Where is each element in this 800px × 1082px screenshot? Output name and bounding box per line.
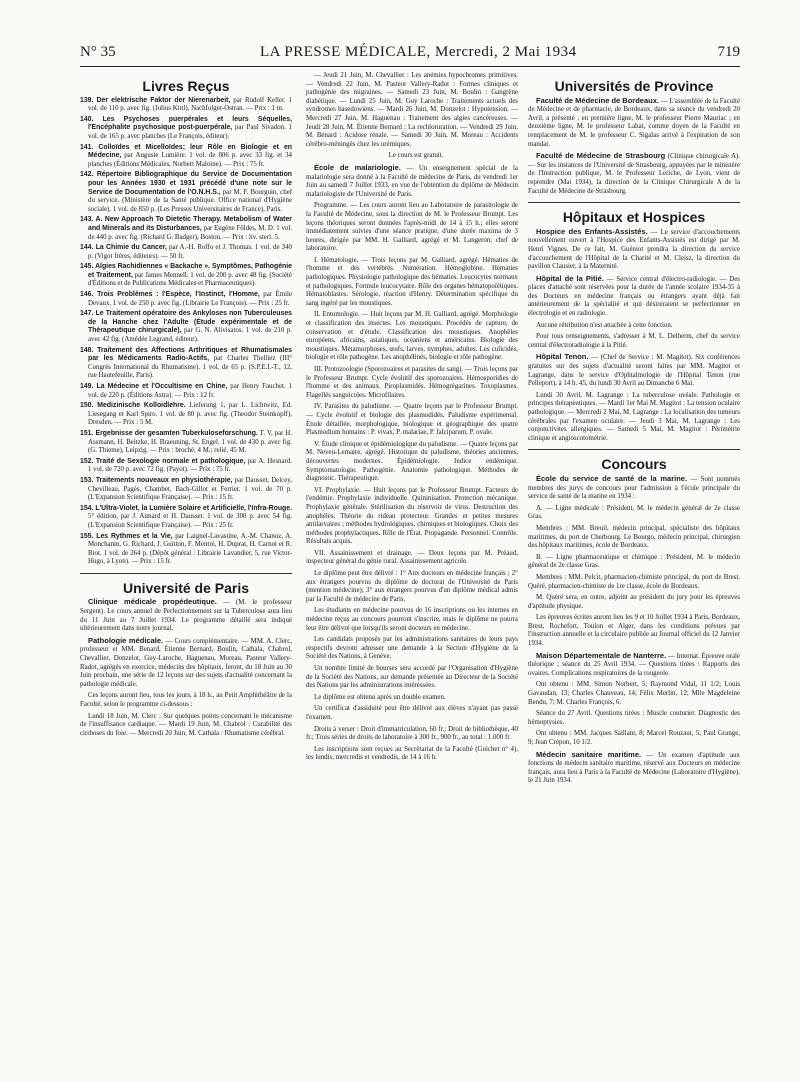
column-middle — [306, 72, 518, 766]
paragraph: Les inscriptions sont reçues au Secrétariat de la Faculté (Guichet n° 4), les lundis, mercredis et vendredis, de 14 à 16 h. — [306, 745, 518, 762]
paragraph: Un nombre limité de bourses sera accordé par l'Organisation d'Hygiène de la Société des Nations, sur demande présentée au Directeur de la Société des Nations par les administrations intéressées. — [306, 665, 518, 690]
book-entry: 140. Les Psychoses puerpérales et leurs Séquelles, l'Encéphalite psychosique post-puerpérale, par Paul Sivadon. 1 vol. de 165 p. avec planches (Le François, éditeur). — [80, 115, 292, 140]
paragraph: Les étudiants en médecine pourvus de 16 inscriptions ou les internes en médecine reçus au concours pourront s'inscrire, mais le diplôme ne pourra leur être délivré que lorsqu'ils seront docteurs en médecine. — [306, 607, 518, 632]
bordeaux-paragraph: Faculté de Médecine de Bordeaux. — L'assemblée de la Faculté de Médecine et de pharmacie, de Bordeaux, dans sa séance du vendredi 20 Avril, a présenté : en première ligne, M. le professeur Pierre Mauriac ; en deuxième ligne, M. le professeur Lahat, comme doyen de la Faculté en remplacement de M. le professeur C. Sigalas arrivé à l'expiration de son mandat. — [528, 95, 741, 148]
tenon-paragraph: Hôpital Tenon. — (Chef de Service : M. Magitot). Six conférences gratuites sur des sujets d'actualité seront faites par MM. Magitot et Lagrange, dans le service d'Ophtalmologie de l'Hôpital Tenon (rue Pelleport), à 14 h. 45, du lundi 30 Avril au Dimanche 6 Mai. — [528, 352, 740, 388]
paragraph: M. Quéré sera, en outre, adjoint au président du jury pour les épreuves d'aptitude physique. — [528, 594, 740, 610]
paragraph: Le diplôme est obtenu après un double examen. — [314, 693, 446, 701]
marine-paragraph: École du service de santé de la marine. — Sont nommés membres des jurys de concours pour l'admission à l'école principale du service de santé de la marine en 1934 : — [528, 473, 740, 501]
divider — [80, 573, 292, 574]
patho-paragraph-3: Lundi 18 Juin, M. Clerc : Sur quelques points concernant le mécanisme de l'insuffisance cardiaque. — Mardi 19 Juin, M. Chabrol : Curabilité des cirrhoses du foie. — Mercredi 20 Juin, M. Cathala : Rhumatisme cérébral. — [80, 712, 292, 737]
book-entry: 139. Der elektrische Faktor der Nierenarbeit, par Rudolf Keller. 1 vol. de 110 p. avec fig. (Julius Kittl), Nachfolger-Ostran. — Prix : 1 m. — [80, 96, 292, 113]
book-entry: 145. Algies Rachidiennes « Backache ». Symptômes, Pathogénie et Traitement, par James Mennell. 1 vol. de 200 p. avec 48 fig. (Société d'Éditions et de Publications Médicales et Pharmaceutiques). — [80, 263, 292, 288]
paragraph: IV. Parasites du paludisme. — Quatre leçons par le Professeur Brumpt. — Cycle évolutif et biologie des plasmodidés. Paludisme expérimental. Étude détaillée, morphologique, biologique et géographique des quatre Plasmodium humains : P. vivax, P. malariae, P. falciparum, P. ovale. — [306, 403, 518, 437]
book-entry: 144. La Chimie du Cancer, par A.-H. Roffo et J. Thomas. 1 vol. de 340 p. (Vigot frères, éditeurs). — 50 fr. — [80, 244, 292, 260]
paragraph: VI. Prophylaxie. — Huit leçons par le Professeur Brumpt. Facteurs de l'endémie. Prophylaxie individuelle. Quininisation. Protection mécanique. Prophylaxie générale. Stérilisation du réservoir de virus. Destruction des anophèles. Théorie du rideau protecteur. Grandes et petites mesures antilarvaires ; méthodes hydrologiques, chimiques et biologiques. Choix des méthodes prophylactiques. Rôle de l'État. Propagande. Personnel. Contrôle. Résultats acquis. — [306, 486, 518, 546]
paragraph: Les candidats proposés par les administrations sanitaires de leurs pays respectifs devront adresser une demande à la Section d'Hygiène de la Société des Nations, à Genève. — [306, 636, 518, 661]
book-list — [80, 97, 292, 567]
journal-title: LA PRESSE MÉDICALE, Mercredi, 2 Mai 1934 — [260, 44, 577, 60]
sanitaire-paragraph: Médecin sanitaire maritime. — Un examen d'aptitude aux fonctions de médecin sanitaire maritime, réservé aux Docteurs en médecine français, aura lieu à Paris à la Faculté de Médecine (Laboratoire d'Hygiène), le 21 Juin 1934. — [528, 749, 741, 785]
section-title-concours: Concours — [601, 456, 667, 473]
book-entry: 153. Traitements nouveaux en physiothérapie, par Dausset, Delcey, Chevilleau, Pagès, Chambet, Bach-Gillot et Ferrier. 1 vol. de 70 p. (L'Expansion Scientifique Française). — Prix : 15 fr. — [80, 476, 292, 502]
book-entry: 146. Trois Problèmes : l'Espèce, l'Instinct, l'Homme, par Émile Devaux. 1 vol. de 250 p. avec fig. (Librairie Le François). — Prix : 25 fr. — [80, 291, 293, 307]
paragraph: Membres : MM. Pelcit, pharmacien-chimiste principal, du port de Brest. Quéré, pharmacien-chimiste de 1re classe, école de Bordeaux. — [528, 573, 740, 590]
book-entry: 150. Medizinische Kolloidlehre. Lieferung 1, par L. Lichtwitz, Ed. Liesegang et Karl Spiro. 1 vol. de 80 p. avec fig. (Theodor Steinkopff), Dresden. — Prix : 5 M. — [80, 402, 293, 427]
paragraph: Un certificat d'assiduité peut être délivré aux élèves n'ayant pas passé l'examen. — [306, 705, 518, 721]
paragraph: — Jeudi 21 Juin, M. Chevallier : Les anémies hypochromes primitives. — Vendredi 22 Juin, M. Pasteur Vallery-Radot : Formes cliniques et pathogénie des migraines. — Samedi 23 Juin, M. Boulin : Gangrène diabétique. — Lundi 25 Juin, M. Guy Laroche : Traitements actuels des syndromes basedowiens. — Mardi 26 Juin, M. Donzelot : Hypotension. — Mercredi 27 Juin, M. Haguenau : Traitement des algies cancéreuses. — Jeudi 28 Juin, M. Étienne Bernard : La rechloruration. — Vendredi 29 Juin, M. Bénard : Acidose rénale. — Samedi 30 Juin, M. Moreau : Accidents cérébro-méningés chez les urémiques. — [306, 72, 518, 148]
book-entry: 142. Répertoire Bibliographique du Service de Documentation pour les Années 1930 et 1931 précédé d'une note sur le Service de Documentation de l'O.N.H.S., par M. F. Bourguin, chef du service. (Ministère de la Santé publique. Office national d'Hygiène sociale). 1 vol. de 850 p. (Les Presses Universitaires de France), Paris. — [80, 171, 292, 213]
paragraph: Programme. — Les cours auront lieu au Laboratoire de parasitologie de la Faculté de Médecine, sous la direction de M. le Professeur Brumpt. Les leçons théoriques seront données l'après-midi de 14 à 15 h.; elles seront immédiatement suivies d'une séance pratique, d'une durée maxima de 3 heures, dirigée par MM. H. Galliard, agrégé et M. Langeron, chef de laboratoire. — [306, 202, 518, 253]
book-entry: 147. Le Traitement opératoire des Ankyloses non Tuberculeuses de la Hanche chez l'Adulte (Étude expérimentale et de Thérapeutique chirurgicale), par G. N. Alivisatos. 1 vol. de 210 p. avec 42 fig. (Amédée Legrand, éditeur). — [80, 310, 292, 344]
divider — [528, 449, 740, 450]
paragraph: B. — Ligne pharmaceutique et chimique : Président, M. le médecin général de 2e classe Gras. — [528, 553, 740, 570]
nanterre-paragraph: Maison Départementale de Nanterre. — Internat. Épreuve orale théorique ; séance du 25 Avril 1934. — Questions tirées : Rapports des ovaires. Complications respiratoires de la rougeole. — [528, 650, 740, 677]
patho-paragraph: Pathologie médicale. — Cours complémentaire. — MM. A. Clerc, professeur et MM. Benard, Étienne Bernard, Boulin, Cathala, Chabrol, Chevallier, Donzelot, Guy-Laroche, Haguenau, Moreau, Pasteur Vallery-Radot, agrégés en exercice, médecins des hôpitaux, feront, du 18 Juin au 30 Juin prochain, une série de 12 leçons sur des sujets d'actualité concernant la pathologie médicale. — [80, 635, 292, 688]
paragraph: Aucune rétribution n'est attachée à cette fonction. — [536, 321, 673, 329]
book-entry: 141. Colloïdes et Micelloïdes; leur Rôle en Biologie et en Médecine, par Auguste Lumière. 1 vol. de 806 p. avec 33 fig. et 34 planches (Éditions Médicales, Norbert Maloine). — Prix : 75 fr. — [80, 143, 292, 168]
paragraph: Séance du 27 Avril. Questions tirées : Muscle couturier. Diagnostic des hémoptysies. — [528, 710, 740, 726]
paragraph: Droits à verser : Droit d'immatriculation, 60 fr.; Droit de bibliothèque, 40 fr.; Trois séries de droits de laboratoire à 300 fr., 900 fr., au total : 1.000 fr. — [306, 725, 518, 742]
paragraph: III. Protozoologie (Sporozoaires et parasites du sang). — Trois leçons par le Professeur Brumpt. Cycle évolutif des sporozoaires. Hémosporidies de l'homme et des animaux. Piroplasmidés. Hémogrégarines. Toxoplasmes. Flagellés sanguicoles. Microfilaires. — [306, 366, 518, 399]
book-entry: 151. Ergebnisse der gesamten Tuberkuloseforschung. T. V, par H. Assmann, H. Beitzke, H. Braeuning, St. Engel. 1 vol. de 430 p. avec fig. (G. Thieme), Leipzig. — Prix : broché, 4 M.; relié, 45 M. — [80, 429, 293, 455]
paragraph: Ont obtenu : MM. Jacques Saillant, 8; Marcel Rouzaut, 5; Paul Grange, 9; Jean Crépon, 10 1/2. — [528, 730, 740, 746]
page-number: 719 — [717, 44, 740, 60]
paragraph: Ont obtenu : MM. Simon Norbert, 5; Raymond Vidal, 11 1/2; Louis Gavaudan, 13; Charles Chauveau, 14; Félix Merlin, 12; Mlle Magdeleine Bendu, 7; M. Charles François, 6. — [528, 681, 740, 706]
book-entry: 148. Traitement des Affections Arthritiques et Rhumatismales par les Médicaments Radio-Actifs, par Charles Thelliez (III° Congrès International du Rhumatisme). 1 vol. de 65 p. (S.P.E.I.-T., 12, rue Hautefeuille, Paris). — [80, 346, 292, 380]
book-entry: 155. Les Rythmes et la Vie, par Laignel-Lavastine, A.-M. Chanoz, A. Monchanin, G. Richard, J. Guitton, F. Mentré, H. Duprat, H. Carnot et R. Biot. 1 vol. de 264 p. (Dépôt général : Librairie Lavandier, 5, rue Victor-Hugo, à Lyon). — Prix : 15 fr. — [80, 532, 292, 566]
clinique-paragraph: Clinique médicale propédeutique. — (M. le professeur Sergent). Le cours annuel de Perfectionnement sur la Tuberculose aura lieu du 11 Juin au 7 Juillet 1934. Le programme détaillé sera indiqué ultérieurement dans notre journal. — [80, 597, 292, 633]
strasbourg-paragraph: Faculté de Médecine de Strasbourg (Clinique chirurgicale A). — Sur les instances de l'Université de Strasbourg, appuyées par le ministère de l'Instruction publique, M. le Professeur Leriche, de Lyon, vient de reprendre (Mai 1934), la direction de la Clinique Chirurgicale A de la Faculté de Médecine de Strasbourg. — [528, 151, 741, 195]
paragraph: Le cours est gratuit. — [388, 152, 444, 160]
book-entry: 152. Traité de Sexologie normale et pathologique, par A. Hesnard. 1 vol. de 720 p. avec 72 fig. (Payot). — Prix : 75 fr. — [80, 457, 292, 474]
issue-number: N° 35 — [80, 44, 116, 60]
paragraph: I. Hématologie. — Trois leçons par M. Galliard, agrégé. Hématies de l'homme et des vertébrés. Numération. Hémoglobine. Hématies pathologiques. Physiologie pathologique des hématies. Leucocytes normaux et pathologiques. Formule leucocytaire. Rôle des organes hématopoïétiques. Hématoblastes. Sérologie, réaction d'Henry. Détermination spécifique du sang ingéré par les moustiques. — [306, 256, 518, 307]
patho-paragraph-2: Ces leçons auront lieu, tous les jours, à 18 h., au Petit Amphithéâtre de la Faculté, selon le programme ci-dessous : — [80, 692, 292, 708]
paragraph: Lundi 30 Avril, M. Lagrange : La tuberculose uvéale. Pathologie et principes thérapeutiques. — Mardi 1er Mai M. Magitot : La tension oculaire pathologique. — Mercredi 2 Mai, M. Lagrange : La localisation des tumeurs cérébrales par l'examen oculaire. — Jeudi 3 Mai, M. Lagrange : Les conjonctivites allergiques. — Samedi 5 Mai, M. Magitot : Périmétrie clinique et angioscotométrie. — [528, 391, 740, 442]
page-header — [80, 40, 740, 67]
pitie-paragraph: Hôpital de la Pitié. — Service central d'électro-radiologie. — Des places d'attaché sont réservées pour la durée de l'année scolaire 1934-35 à des Docteurs en médecine français ou étrangers ayant déjà fait antérieurement de la spécialité et qui désireraient se perfectionner en électrologie et en radiologie. — [528, 273, 740, 318]
paragraph: A. — Ligne médicale : Président, M. le médecin général de 2e classe Gras. — [528, 504, 740, 521]
paragraph: Membres : MM. Breuil, médecin principal, spécialiste des hôpitaux maritimes, du port de Cherbourg. Le Bourgo, médecin principal, chirurgien des hôpitaux maritimes, école de Bordeaux. — [528, 524, 740, 550]
column-right — [528, 72, 740, 789]
section-title-univ-paris: Université de Paris — [122, 579, 250, 596]
paragraph: II. Entomologie. — Huit leçons par M. H. Galliard, agrégé. Morphologie et classification des insectes. Les moustiques. Procédés de capture, de conservation et d'étude. Classification des moustiques. Anophèles européens, africains, asiatiques, océaniens et américains. Biologie des moustiques. Métamorphoses, œufs, larves, nymphes, adultes. Les culicidés, biologie et rôle pathogène. Les anophélinés, biologie et rôle pathogène. — [306, 311, 518, 362]
column-left — [80, 72, 292, 741]
paragraph: Les épreuves écrites auront lieu les 9 et 10 Juillet 1934 à Paris, Bordeaux, Brest, Rochefort, Toulon et Alger, dans les conditions prévues par l'instruction annuelle et la circulaire publiée au Journal officiel du 12 Janvier 1934. — [528, 614, 740, 648]
section-title-livres: Livres Reçus — [142, 78, 230, 94]
section-title-univ-province: Universités de Province — [554, 78, 714, 94]
divider — [528, 202, 740, 203]
malario-paragraph: École de malariologie. — Un enseignement spécial de la malariologie sera donné à la Faculté de médecine de Paris, du vendredi 1er Juin au samedi 7 Juillet 1933, en vue de l'obtention du diplôme de Médecin malariologiste de l'Université de Paris. — [306, 162, 518, 198]
paragraph: V. Étude clinique et épidémiologique du paludisme. — Quatre leçons par M. Neveu-Lemaire, agrégé. Historique du paludisme, théories anciennes, découvertes modernes. Épidémiologie. Indice endémique. Symptomatologie. Pathogénie. Anatomie pathologique. Méthodes de diagnostic. Thérapeutique. — [306, 440, 518, 483]
paragraph: VII. Assainissement et drainage. — Deux leçons par M. Préaud, inspecteur général du génie rural. Assainissement agricole. — [306, 549, 518, 566]
paragraph: Le diplôme peut être délivré : 1° Aux docteurs en médecine français ; 2° aux étrangers pourvus du diplôme de doctorat de l'Université de Paris (mention médecine); 3° aux étrangers pourvus d'un diplôme médical admis par la Faculté de médecine de Paris. — [306, 570, 518, 603]
book-entry: 149. La Médecine et l'Occultisme en Chine, par Henry Fauchet. 1 vol. de 220 p. (Éditions Astra). — Prix : 12 fr. — [80, 383, 293, 399]
enfants-paragraph: Hospice des Enfants-Assistés. — Le service d'accouchements nouvellement ouvert à l'Hospice des Enfants-Assistés est dirigé par M. Henri Vignes. De ce fait, M. Guéniot prendra la direction du service d'accouchement de l'Hôpital de la Charité et M. Cleisz, la direction du pavillon Clausier, à la Maternité. — [528, 226, 740, 271]
book-entry: 143. A. New Approach To Dietetic Therapy. Metabolism of Water and Minerals and its Disturbances, par Eugène Földes, M. D. 1 vol. de 440 p. avec fig. (Richard G. Badger), Boston. — Prix : liv. sterl. 5. — [80, 216, 293, 241]
section-title-hopitaux: Hôpitaux et Hospices — [562, 209, 706, 226]
paragraph: Pour tous renseignements, s'adresser à M. L. Delherm, chef du service central d'électroradiologie à la Pitié. — [528, 333, 740, 349]
book-entry: 154. L'Ultra-Violet, la Lumière Solaire et Artificielle, l'Infra-Rouge. 5° édition, par J. Aimard et H. Dausset. 1 vol. de 300 p. avec 54 fig. (L'Expansion Scientifique Française). — Prix : 25 fr. — [80, 504, 292, 529]
